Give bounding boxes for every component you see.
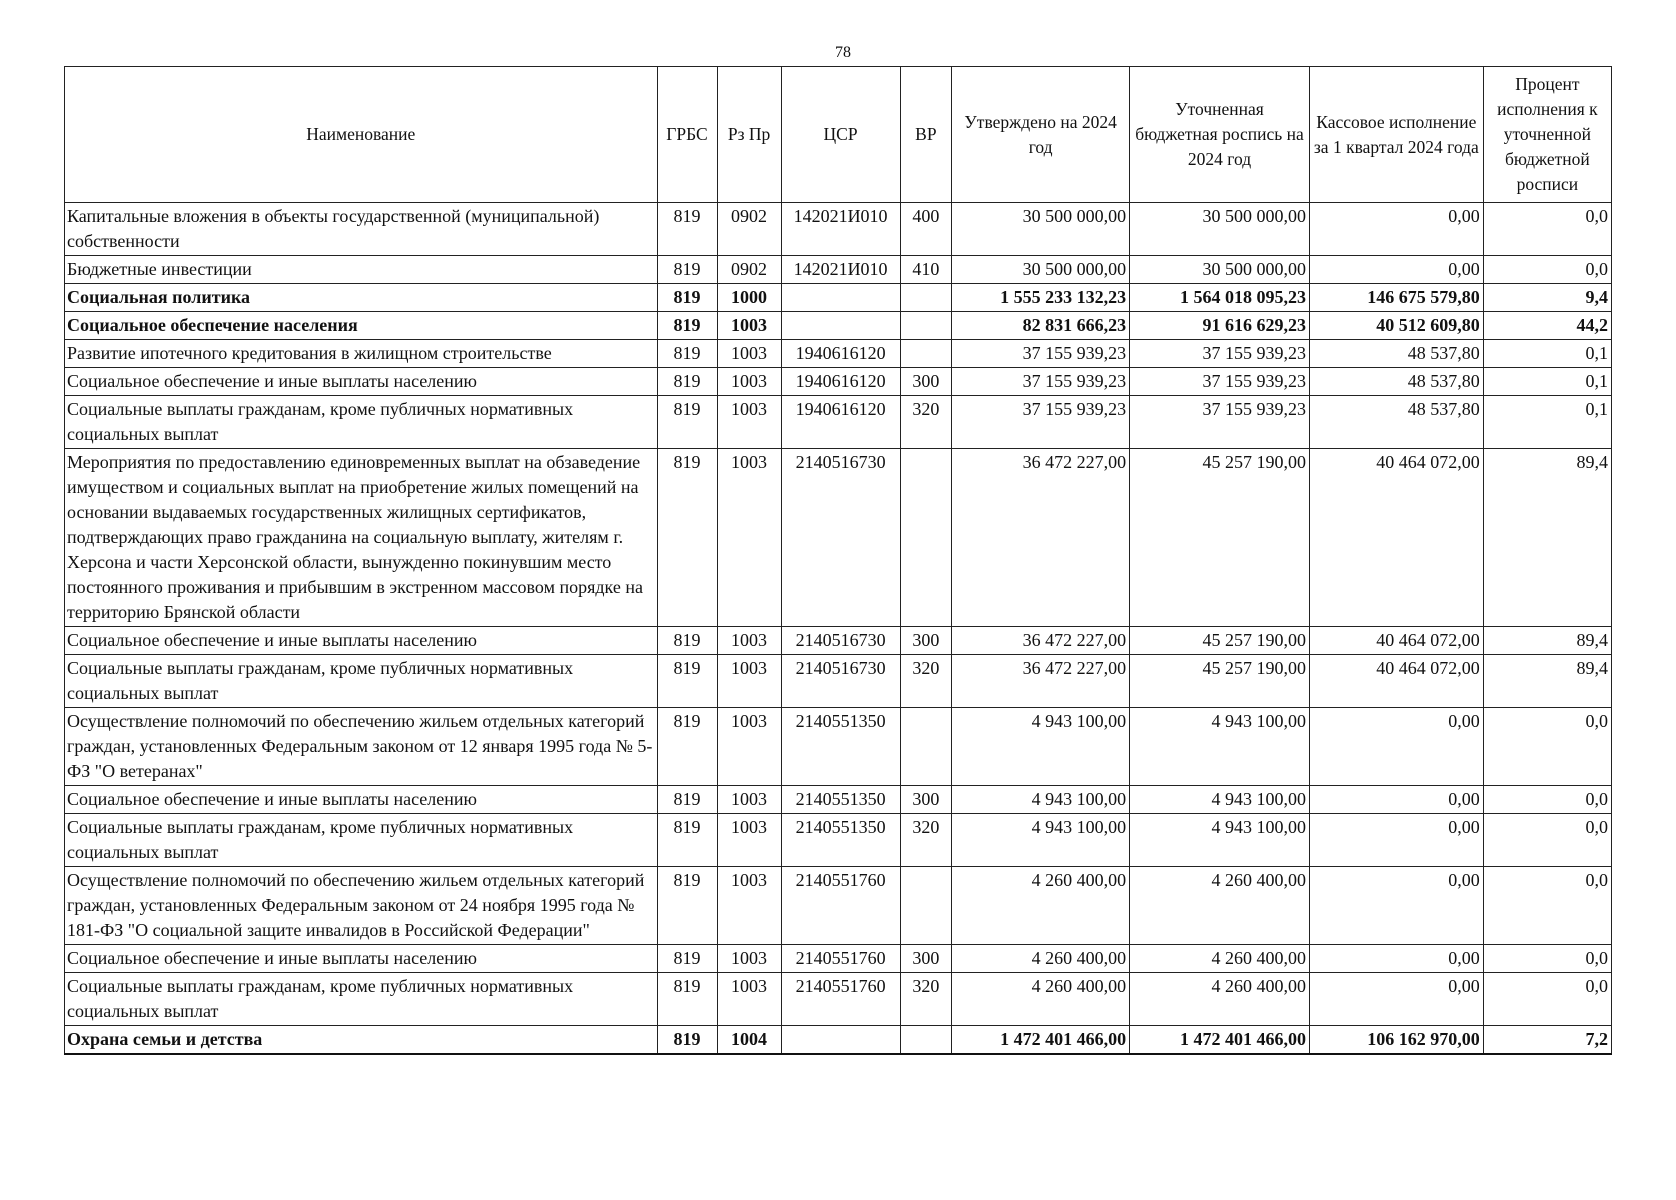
cell-csr: 2140516730 (781, 655, 900, 708)
cell-grbs: 819 (657, 945, 717, 973)
cell-cash: 40 464 072,00 (1310, 655, 1484, 708)
cell-percent: 0,0 (1483, 203, 1611, 256)
cell-percent: 0,1 (1483, 340, 1611, 368)
cell-grbs: 819 (657, 284, 717, 312)
cell-approved: 4 943 100,00 (952, 786, 1130, 814)
cell-refined: 1 472 401 466,00 (1130, 1026, 1310, 1055)
cell-vr (900, 708, 952, 786)
table-row (65, 627, 1612, 655)
cell-cash: 0,00 (1310, 708, 1484, 786)
cell-vr: 300 (900, 786, 952, 814)
table-row (65, 312, 1612, 340)
cell-grbs: 819 (657, 786, 717, 814)
header-percent: Процент исполнения к уточненной бюджетной росписи (1483, 67, 1611, 203)
cell-cash: 106 162 970,00 (1310, 1026, 1484, 1055)
cell-csr: 2140551350 (781, 708, 900, 786)
cell-grbs: 819 (657, 449, 717, 627)
cell-approved: 30 500 000,00 (952, 256, 1130, 284)
cell-refined: 4 943 100,00 (1130, 786, 1310, 814)
cell-percent: 89,4 (1483, 627, 1611, 655)
header-cash: Кассовое исполнение за 1 квартал 2024 года (1310, 67, 1484, 203)
cell-vr: 300 (900, 368, 952, 396)
cell-csr (781, 1026, 900, 1055)
cell-csr: 142021И010 (781, 256, 900, 284)
cell-refined: 4 260 400,00 (1130, 867, 1310, 945)
cell-vr (900, 867, 952, 945)
cell-cash: 0,00 (1310, 945, 1484, 973)
cell-csr: 2140551760 (781, 945, 900, 973)
cell-vr (900, 1026, 952, 1055)
cell-approved: 37 155 939,23 (952, 340, 1130, 368)
cell-vr: 300 (900, 945, 952, 973)
cell-csr: 2140551760 (781, 867, 900, 945)
cell-refined: 4 943 100,00 (1130, 814, 1310, 867)
cell-approved: 4 260 400,00 (952, 867, 1130, 945)
cell-rzpr: 0902 (717, 256, 781, 284)
cell-name: Социальное обеспечение и иные выплаты населению (65, 627, 658, 655)
cell-rzpr: 1004 (717, 1026, 781, 1055)
cell-grbs: 819 (657, 340, 717, 368)
cell-percent: 0,0 (1483, 256, 1611, 284)
cell-approved: 36 472 227,00 (952, 655, 1130, 708)
cell-name: Социальные выплаты гражданам, кроме публичных нормативных социальных выплат (65, 396, 658, 449)
cell-vr: 410 (900, 256, 952, 284)
cell-csr (781, 312, 900, 340)
cell-approved: 4 260 400,00 (952, 973, 1130, 1026)
cell-grbs: 819 (657, 867, 717, 945)
cell-refined: 4 943 100,00 (1130, 708, 1310, 786)
cell-name: Социальные выплаты гражданам, кроме публичных нормативных социальных выплат (65, 655, 658, 708)
cell-csr: 1940616120 (781, 396, 900, 449)
cell-approved: 4 943 100,00 (952, 708, 1130, 786)
cell-rzpr: 1000 (717, 284, 781, 312)
table-row (65, 340, 1612, 368)
cell-csr: 142021И010 (781, 203, 900, 256)
cell-grbs: 819 (657, 368, 717, 396)
cell-csr (781, 284, 900, 312)
cell-approved: 30 500 000,00 (952, 203, 1130, 256)
cell-csr: 2140516730 (781, 627, 900, 655)
cell-vr: 320 (900, 396, 952, 449)
table-row (65, 449, 1612, 627)
cell-vr (900, 449, 952, 627)
header-rzpr: Рз Пр (717, 67, 781, 203)
cell-percent: 0,0 (1483, 708, 1611, 786)
cell-cash: 40 464 072,00 (1310, 627, 1484, 655)
cell-rzpr: 1003 (717, 945, 781, 973)
cell-name: Социальное обеспечение населения (65, 312, 658, 340)
cell-name: Мероприятия по предоставлению единовременных выплат на обзаведение имуществом и социальных выплат на приобретение жилых помещений на основании выдаваемых государственных жилищных сертификатов, подтверждающих право гражданина на социальную выплату, жителям г. Херсона и части Херсонской области, вынужденно покинувшим место постоянного проживания и прибывшим в экстренном массовом порядке на территорию Брянской области (65, 449, 658, 627)
cell-approved: 1 472 401 466,00 (952, 1026, 1130, 1055)
cell-name: Социальные выплаты гражданам, кроме публичных нормативных социальных выплат (65, 973, 658, 1026)
cell-csr: 2140551760 (781, 973, 900, 1026)
cell-cash: 0,00 (1310, 786, 1484, 814)
cell-grbs: 819 (657, 203, 717, 256)
cell-cash: 0,00 (1310, 973, 1484, 1026)
cell-refined: 37 155 939,23 (1130, 368, 1310, 396)
cell-rzpr: 0902 (717, 203, 781, 256)
cell-refined: 45 257 190,00 (1130, 449, 1310, 627)
cell-refined: 4 260 400,00 (1130, 973, 1310, 1026)
cell-percent: 89,4 (1483, 655, 1611, 708)
cell-rzpr: 1003 (717, 867, 781, 945)
header-csr: ЦСР (781, 67, 900, 203)
cell-approved: 37 155 939,23 (952, 368, 1130, 396)
cell-vr: 300 (900, 627, 952, 655)
cell-name: Осуществление полномочий по обеспечению жильем отдельных категорий граждан, установленных Федеральным законом от 24 ноября 1995 года № 181-ФЗ "О социальной защите инвалидов в Российской Федерации" (65, 867, 658, 945)
table-row (65, 814, 1612, 867)
cell-cash: 40 512 609,80 (1310, 312, 1484, 340)
header-approved: Утверждено на 2024 год (952, 67, 1130, 203)
header-name: Наименование (65, 67, 658, 203)
cell-vr (900, 312, 952, 340)
cell-refined: 45 257 190,00 (1130, 627, 1310, 655)
cell-approved: 36 472 227,00 (952, 627, 1130, 655)
cell-rzpr: 1003 (717, 312, 781, 340)
cell-cash: 0,00 (1310, 256, 1484, 284)
table-row (65, 203, 1612, 256)
table-row (65, 1026, 1612, 1055)
cell-refined: 45 257 190,00 (1130, 655, 1310, 708)
cell-name: Социальное обеспечение и иные выплаты населению (65, 786, 658, 814)
table-row (65, 284, 1612, 312)
table-row (65, 945, 1612, 973)
header-vr: ВР (900, 67, 952, 203)
cell-refined: 30 500 000,00 (1130, 256, 1310, 284)
table-row (65, 708, 1612, 786)
table-row (65, 396, 1612, 449)
cell-approved: 82 831 666,23 (952, 312, 1130, 340)
cell-cash: 0,00 (1310, 203, 1484, 256)
cell-vr (900, 284, 952, 312)
cell-refined: 37 155 939,23 (1130, 396, 1310, 449)
cell-csr: 2140516730 (781, 449, 900, 627)
cell-grbs: 819 (657, 1026, 717, 1055)
cell-vr: 320 (900, 655, 952, 708)
cell-grbs: 819 (657, 655, 717, 708)
cell-csr: 2140551350 (781, 786, 900, 814)
cell-vr (900, 340, 952, 368)
cell-cash: 48 537,80 (1310, 340, 1484, 368)
cell-rzpr: 1003 (717, 708, 781, 786)
cell-rzpr: 1003 (717, 396, 781, 449)
cell-grbs: 819 (657, 973, 717, 1026)
cell-approved: 1 555 233 132,23 (952, 284, 1130, 312)
cell-csr: 1940616120 (781, 340, 900, 368)
cell-name: Бюджетные инвестиции (65, 256, 658, 284)
cell-cash: 48 537,80 (1310, 396, 1484, 449)
cell-vr: 400 (900, 203, 952, 256)
table-row (65, 256, 1612, 284)
table-row (65, 655, 1612, 708)
cell-rzpr: 1003 (717, 786, 781, 814)
cell-approved: 37 155 939,23 (952, 396, 1130, 449)
cell-cash: 0,00 (1310, 867, 1484, 945)
page-number: 78 (835, 44, 851, 61)
header-grbs: ГРБС (657, 67, 717, 203)
cell-percent: 0,0 (1483, 945, 1611, 973)
cell-csr: 2140551350 (781, 814, 900, 867)
cell-rzpr: 1003 (717, 368, 781, 396)
table-header (65, 67, 1612, 203)
cell-percent: 0,0 (1483, 973, 1611, 1026)
cell-refined: 4 260 400,00 (1130, 945, 1310, 973)
cell-csr: 1940616120 (781, 368, 900, 396)
cell-grbs: 819 (657, 396, 717, 449)
cell-rzpr: 1003 (717, 340, 781, 368)
cell-grbs: 819 (657, 627, 717, 655)
cell-name: Социальное обеспечение и иные выплаты населению (65, 368, 658, 396)
cell-name: Осуществление полномочий по обеспечению жильем отдельных категорий граждан, установленных Федеральным законом от 12 января 1995 года № 5-ФЗ "О ветеранах" (65, 708, 658, 786)
cell-refined: 1 564 018 095,23 (1130, 284, 1310, 312)
cell-percent: 0,0 (1483, 867, 1611, 945)
cell-refined: 91 616 629,23 (1130, 312, 1310, 340)
cell-rzpr: 1003 (717, 973, 781, 1026)
cell-percent: 0,0 (1483, 814, 1611, 867)
cell-approved: 4 943 100,00 (952, 814, 1130, 867)
cell-refined: 37 155 939,23 (1130, 340, 1310, 368)
cell-cash: 40 464 072,00 (1310, 449, 1484, 627)
cell-vr: 320 (900, 973, 952, 1026)
cell-cash: 0,00 (1310, 814, 1484, 867)
cell-percent: 44,2 (1483, 312, 1611, 340)
cell-rzpr: 1003 (717, 449, 781, 627)
cell-refined: 30 500 000,00 (1130, 203, 1310, 256)
cell-cash: 146 675 579,80 (1310, 284, 1484, 312)
cell-grbs: 819 (657, 256, 717, 284)
cell-percent: 0,1 (1483, 396, 1611, 449)
table-body (65, 203, 1612, 1055)
cell-name: Охрана семьи и детства (65, 1026, 658, 1055)
cell-percent: 9,4 (1483, 284, 1611, 312)
cell-name: Социальное обеспечение и иные выплаты населению (65, 945, 658, 973)
cell-name: Социальная политика (65, 284, 658, 312)
cell-grbs: 819 (657, 814, 717, 867)
cell-percent: 7,2 (1483, 1026, 1611, 1055)
cell-name: Социальные выплаты гражданам, кроме публичных нормативных социальных выплат (65, 814, 658, 867)
table-row (65, 867, 1612, 945)
budget-table (64, 66, 1612, 1055)
cell-approved: 36 472 227,00 (952, 449, 1130, 627)
cell-cash: 48 537,80 (1310, 368, 1484, 396)
table-row (65, 786, 1612, 814)
cell-name: Капитальные вложения в объекты государственной (муниципальной) собственности (65, 203, 658, 256)
cell-rzpr: 1003 (717, 814, 781, 867)
header-refined: Уточненная бюджетная роспись на 2024 год (1130, 67, 1310, 203)
cell-rzpr: 1003 (717, 627, 781, 655)
cell-percent: 89,4 (1483, 449, 1611, 627)
cell-grbs: 819 (657, 312, 717, 340)
cell-rzpr: 1003 (717, 655, 781, 708)
cell-approved: 4 260 400,00 (952, 945, 1130, 973)
cell-name: Развитие ипотечного кредитования в жилищном строительстве (65, 340, 658, 368)
table-row (65, 368, 1612, 396)
cell-percent: 0,0 (1483, 786, 1611, 814)
cell-percent: 0,1 (1483, 368, 1611, 396)
table-row (65, 973, 1612, 1026)
cell-grbs: 819 (657, 708, 717, 786)
cell-vr: 320 (900, 814, 952, 867)
